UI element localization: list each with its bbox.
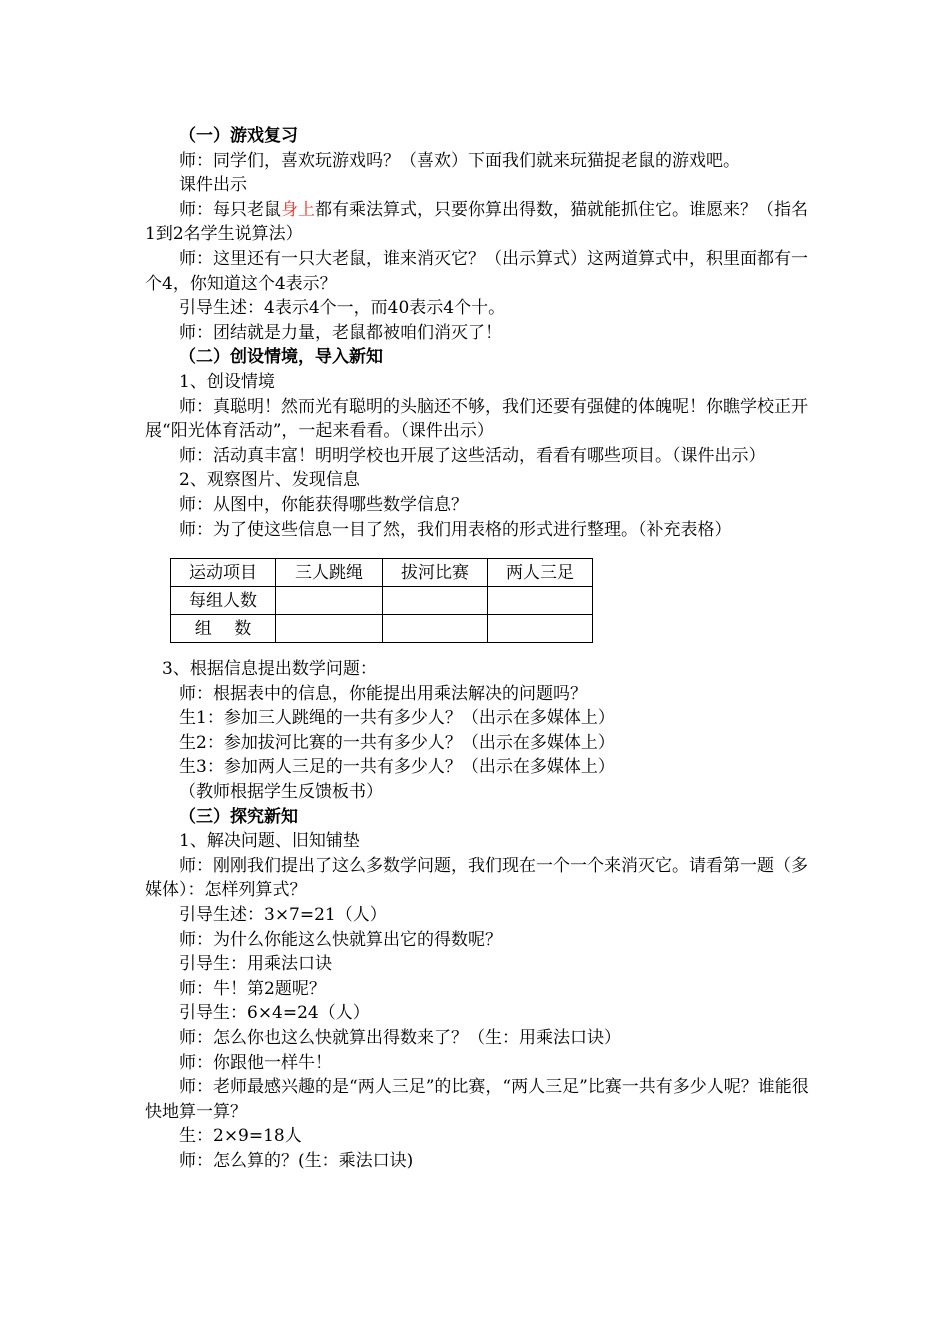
table-header-cell: 两人三足: [488, 559, 593, 587]
paragraph: [145, 198, 810, 247]
paragraph: 师：你跟他一样牛！: [179, 1052, 332, 1073]
paragraph: 引导生：6×4=24（人）: [179, 1003, 370, 1024]
paragraph: 师：刚刚我们提出了这么多数学问题，我们现在一个一个来消灭它。请看第一题（多媒体）：怎样列算式？: [145, 855, 808, 901]
section-heading-situation: （二）创设情境，导入新知: [179, 347, 383, 368]
table-cell: [488, 587, 593, 615]
subheading: 1、解决问题、旧知铺垫: [179, 831, 360, 852]
paragraph: 师：团结就是力量，老鼠都被咱们消灭了！: [179, 322, 502, 343]
table-header-row: [171, 559, 593, 587]
paragraph: 师：怎么你也这么快就算出得数来了？（生：用乘法口诀）: [179, 1028, 621, 1048]
section-heading-explore: （三）探究新知: [179, 806, 298, 827]
paragraph: 师：怎么算的？(生：乘法口诀): [179, 1150, 414, 1171]
paragraph: 师：真聪明！然而光有聪明的头脑还不够，我们还要有强健的体魄呢！你瞧学校正开展“阳光体育活动”，一起来看看。（课件出示）: [145, 396, 808, 442]
table-cell: [383, 615, 488, 643]
paragraph: 引导生述：4表示4个一，而40表示4个十。: [179, 298, 506, 319]
paragraph: 引导生：用乘法口诀: [179, 954, 332, 975]
info-table-wrapper: [170, 558, 810, 643]
paragraph: （教师根据学生反馈板书）: [179, 782, 383, 803]
table-row: [171, 615, 593, 643]
paragraph: 生1：参加三人跳绳的一共有多少人？（出示在多媒体上）: [179, 708, 615, 729]
table-header-cell: 三人跳绳: [276, 559, 383, 587]
paragraph: 生2：参加拔河比赛的一共有多少人？（出示在多媒体上）: [179, 732, 615, 753]
table-header-cell: 运动项目: [171, 559, 276, 587]
table-header-cell: 拔河比赛: [383, 559, 488, 587]
subheading: 1、创设情境: [179, 371, 275, 392]
paragraph: 师：根据表中的信息，你能提出用乘法解决的问题吗？: [179, 683, 587, 704]
paragraph: 引导生述：3×7=21（人）: [179, 905, 387, 926]
text-run: 师：每只老鼠: [179, 199, 281, 220]
paragraph: 师：活动真丰富！明明学校也开展了这些活动，看看有哪些项目。（课件出示）: [179, 445, 766, 466]
paragraph: 师：从图中，你能获得哪些数学信息？: [179, 494, 468, 515]
text-run: 都有乘法算式，只要你算出得数，猫就能抓住它。谁愿来？（指名1到2名学生说算法）: [145, 199, 808, 245]
section-heading-review: （一）游戏复习: [179, 126, 298, 146]
highlighted-text: 身上: [281, 199, 315, 220]
table-cell: [276, 587, 383, 615]
info-table: [170, 558, 593, 643]
paragraph: 师：为了使这些信息一目了然，我们用表格的形式进行整理。（补充表格）: [179, 519, 732, 540]
subheading: 2、观察图片、发现信息: [179, 470, 360, 491]
document-body: [145, 124, 810, 1174]
paragraph: 师：老师最感兴趣的是“两人三足”的比赛，“两人三足”比赛一共有多少人呢？谁能很快地算一算？: [145, 1077, 809, 1122]
subheading: 3、根据信息提出数学问题：: [162, 659, 377, 680]
table-row-label: 组 数: [171, 615, 276, 643]
table-cell: [276, 615, 383, 643]
paragraph: 师：牛！第2题呢？: [179, 978, 326, 999]
table-row: [171, 587, 593, 615]
paragraph: 生3：参加两人三足的一共有多少人？（出示在多媒体上）: [179, 757, 615, 778]
paragraph: 课件出示: [179, 175, 247, 196]
table-row-label: 每组人数: [171, 587, 276, 615]
table-cell: [383, 587, 488, 615]
paragraph: 师：这里还有一只大老鼠，谁来消灭它？（出示算式）这两道算式中，积里面都有一个4，你知道这个4表示？: [145, 248, 808, 294]
paragraph: 师：同学们，喜欢玩游戏吗？（喜欢）下面我们就来玩猫捉老鼠的游戏吧。: [179, 150, 740, 171]
table-cell: [488, 615, 593, 643]
paragraph: 生：2×9=18人: [179, 1126, 302, 1147]
paragraph: 师：为什么你能这么快就算出它的得数呢？: [179, 929, 502, 950]
